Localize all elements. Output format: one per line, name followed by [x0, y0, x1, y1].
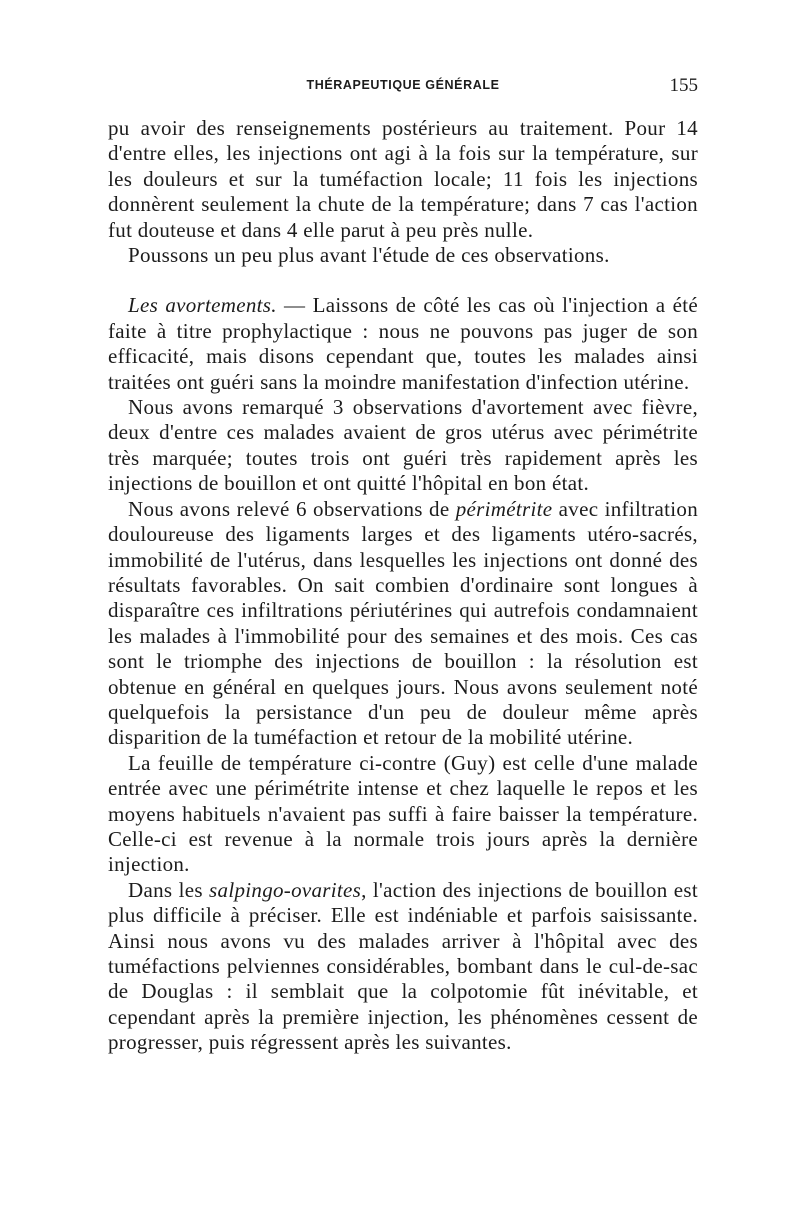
paragraph-salpingo [108, 878, 698, 1056]
paragraph-6: La feuille de température ci-contre (Guy) est celle d'une malade entrée avec une périmétrite intense et chez laquelle le repos et les moyens habituels n'avaient pas suffi à faire baisser la température. Celle-ci est revenue à la normale trois jours après la dernière injection. [108, 750, 698, 877]
paragraph-1: pu avoir des renseignements postérieurs au traitement. Pour 14 d'entre elles, les injections ont agi à la fois sur la température, sur les douleurs et sur la tuméfaction locale; 11 fois les injections donnèrent seulement la chute de la température; dans 7 cas l'action fut douteuse et dans 4 elle parut à peu près nulle. [108, 116, 698, 242]
paragraph-avortements [108, 293, 698, 395]
running-head-title: THÉRAPEUTIQUE GÉNÉRALE [306, 78, 500, 92]
paragraph-salpingo-rest: , l'action des injections de bouillon est plus difficile à préciser. Elle est indéniable et parfois saisissante. Ainsi nous avons vu des malades arriver à l'hôpital avec des tuméfactions pelviennes considérables, bombant dans le cul-de-sac de Douglas : il semblait que la colpotomie fût inévitable, et cependant après la première injection, les phénomènes cessent de progresser, puis régressent après les suivantes. [108, 877, 698, 1055]
term-perimetrite: périmétrite [455, 496, 553, 521]
section-heading-avortements: Les avortements. [128, 293, 277, 318]
paragraph-perimetrite [108, 497, 698, 751]
page-number: 155 [669, 75, 698, 96]
body-text [108, 116, 698, 1056]
paragraph-2: Poussons un peu plus avant l'étude de ces observations. [128, 243, 610, 268]
paragraph-perimetrite-rest: avec infiltration douloureuse des ligaments larges et des ligaments utéro-sacrés, immobilité de l'utérus, dans lesquelles les injections ont donné des résultats favorables. On sait combien d'ordinaire sont longues à disparaître ces infiltrations périutérines qui autrefois condamnaient les malades à l'immobilité pour des semaines et des mois. Ces cas sont le triomphe des injections de bouillon : la résolution est obtenue en général en quelques jours. Nous avons seulement noté quelquefois la persistance d'un peu de douleur même après disparition de la tuméfaction et retour de la mobilité utérine. [108, 496, 699, 750]
paragraph-perimetrite-start: Nous avons relevé 6 observations de [128, 496, 456, 521]
running-head [108, 75, 698, 102]
paragraph-avortements-text: — Laissons de côté les cas où l'injection a été faite à titre prophylactique : nous ne pouvons pas juger de son efficacité, mais disons cependant que, toutes les malades ainsi traitées ont guéri sans la moindre manifestation d'infection utérine. [108, 293, 698, 394]
paragraph-salpingo-start: Dans les [128, 877, 210, 902]
term-salpingo-ovarites: salpingo-ovarites [209, 877, 362, 902]
paragraph-4: Nous avons remarqué 3 observations d'avortement avec fièvre, deux d'entre ces malades avaient de gros utérus avec périmétrite très marquée; toutes trois ont guéri très rapidement après les injections de bouillon et ont quitté l'hôpital en bon état. [108, 395, 698, 496]
